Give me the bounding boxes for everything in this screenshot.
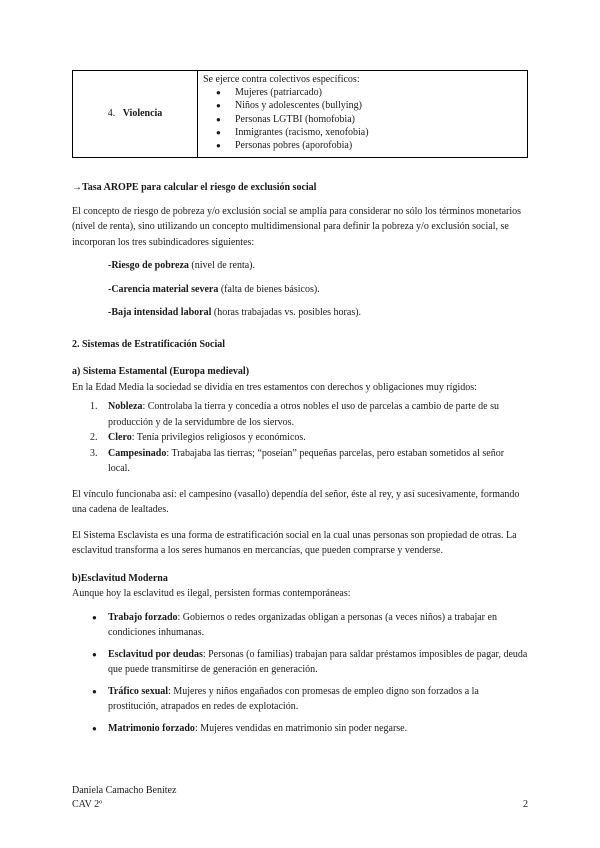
item-desc: : Mujeres vendidas en matrimonio sin poder negarse. <box>194 722 408 734</box>
list-item: ● Personas pobres (aporofobia) <box>216 139 522 152</box>
footer-course: CAV 2º <box>72 799 103 810</box>
table-description-cell <box>198 71 528 158</box>
indicator-desc: (horas trabajadas vs. posibles horas). <box>211 307 362 319</box>
list-item <box>72 399 528 430</box>
item-desc: : Gobiernos o redes organizadas obligan a personas (a veces niños) a trabajar en condiciones inhumanas. <box>108 611 497 639</box>
item-desc: : Personas (o familias) trabajan para saldar préstamos imposibles de pagar, deuda que puede transmitirse de generación en generación. <box>108 648 528 676</box>
collective-list <box>203 86 522 152</box>
violence-table <box>72 70 528 158</box>
item-term: Matrimonio forzado <box>108 722 195 734</box>
item-number: 3. <box>90 447 98 459</box>
table-row <box>73 71 528 158</box>
item-term: Trabajo forzado <box>108 611 178 623</box>
item-term: Campesinado <box>108 447 167 459</box>
table-label-cell <box>73 71 198 158</box>
item-term: Esclavitud por deudas <box>108 648 203 660</box>
list-item <box>72 446 528 477</box>
list-item <box>72 684 528 715</box>
list-item: ● Inmigrantes (racismo, xenofobia) <box>216 126 522 139</box>
list-item <box>72 647 528 678</box>
item-desc: : Mujeres y niños engañados con promesas de empleo digno son forzados a la prostitución, atrapados en redes de explotación. <box>108 685 479 713</box>
estamental-intro: En la Edad Media la sociedad se dividía en tres estamentos con derechos y obligaciones muy rígidos: <box>72 381 477 393</box>
esclavista-paragraph: El Sistema Esclavista es una forma de estratificación social en la cual unas personas son propiedad de otras. La esclavitud transforma a los seres humanos en mercancías, que pueden comprarse y venderse. <box>72 529 517 557</box>
subsection-heading-b: b)Esclavitud Moderna <box>72 572 168 584</box>
page-number: 2 <box>523 799 528 810</box>
subsection-heading-a: a) Sistema Estamental (Europa medieval) <box>72 366 250 378</box>
estamentos-list <box>72 399 528 477</box>
indicator-term: -Riesgo de pobreza <box>108 260 189 272</box>
table-label: Violencia <box>122 108 163 120</box>
esclavitud-intro: Aunque hoy la esclavitud es ilegal, persisten formas contemporáneas: <box>72 588 351 600</box>
list-item: ● Mujeres (patriarcado) <box>216 86 522 99</box>
vinculo-paragraph: El vínculo funcionaba así: el campesino (vasallo) dependía del señor, éste al rey, y así sucesivamente, formando una cadena de lealtades. <box>72 488 520 516</box>
list-item: ● Personas LGTBI (homofobia) <box>216 113 522 126</box>
indicator-item <box>72 305 528 321</box>
footer-author: Daniela Camacho Benítez <box>72 785 177 796</box>
indicator-term: -Carencia material severa <box>108 283 219 295</box>
list-item: ● Niños y adolescentes (bullying) <box>216 99 522 112</box>
table-intro: Se ejerce contra colectivos específicos: <box>203 74 360 85</box>
indicator-desc: (falta de bienes básicos). <box>218 283 320 295</box>
list-item <box>72 430 528 446</box>
section-heading: 2. Sistemas de Estratificación Social <box>72 338 226 350</box>
indicator-term: -Baja intensidad laboral <box>108 307 212 319</box>
item-number: 1. <box>90 401 98 413</box>
document-page <box>72 70 528 742</box>
item-desc: : Trabajaba las tierras; “poseían” pequeñas parcelas, pero estaban sometidos al señor local. <box>108 447 505 475</box>
arope-paragraph: El concepto de riesgo de pobreza y/o exclusión social se amplía para considerar no sólo los términos monetarios (nivel de renta), sino utilizando un concepto multidimensional para definir la pobreza y/o exclusión social, se incorporan los tres subindicadores siguientes: <box>72 205 522 248</box>
item-desc: : Controlaba la tierra y concedía a otros nobles el uso de parcelas a cambio de parte de su producción y de la servidumbre de los siervos. <box>108 401 499 428</box>
item-number: 2. <box>90 432 98 444</box>
page-footer <box>72 784 528 812</box>
formas-list <box>72 610 528 737</box>
list-item <box>72 721 528 737</box>
indicator-item <box>72 258 528 274</box>
arope-heading: →Tasa AROPE para calcular el riesgo de exclusión social <box>72 182 317 194</box>
list-item <box>72 610 528 641</box>
indicator-desc: (nivel de renta). <box>188 260 256 272</box>
item-desc: : Tenía privilegios religiosos y económicos. <box>131 432 306 444</box>
item-term: Clero <box>108 432 132 444</box>
indicator-item <box>72 282 528 298</box>
item-term: Tráfico sexual <box>108 685 169 697</box>
item-term: Nobleza <box>108 401 143 413</box>
table-number: 4. <box>107 108 116 120</box>
